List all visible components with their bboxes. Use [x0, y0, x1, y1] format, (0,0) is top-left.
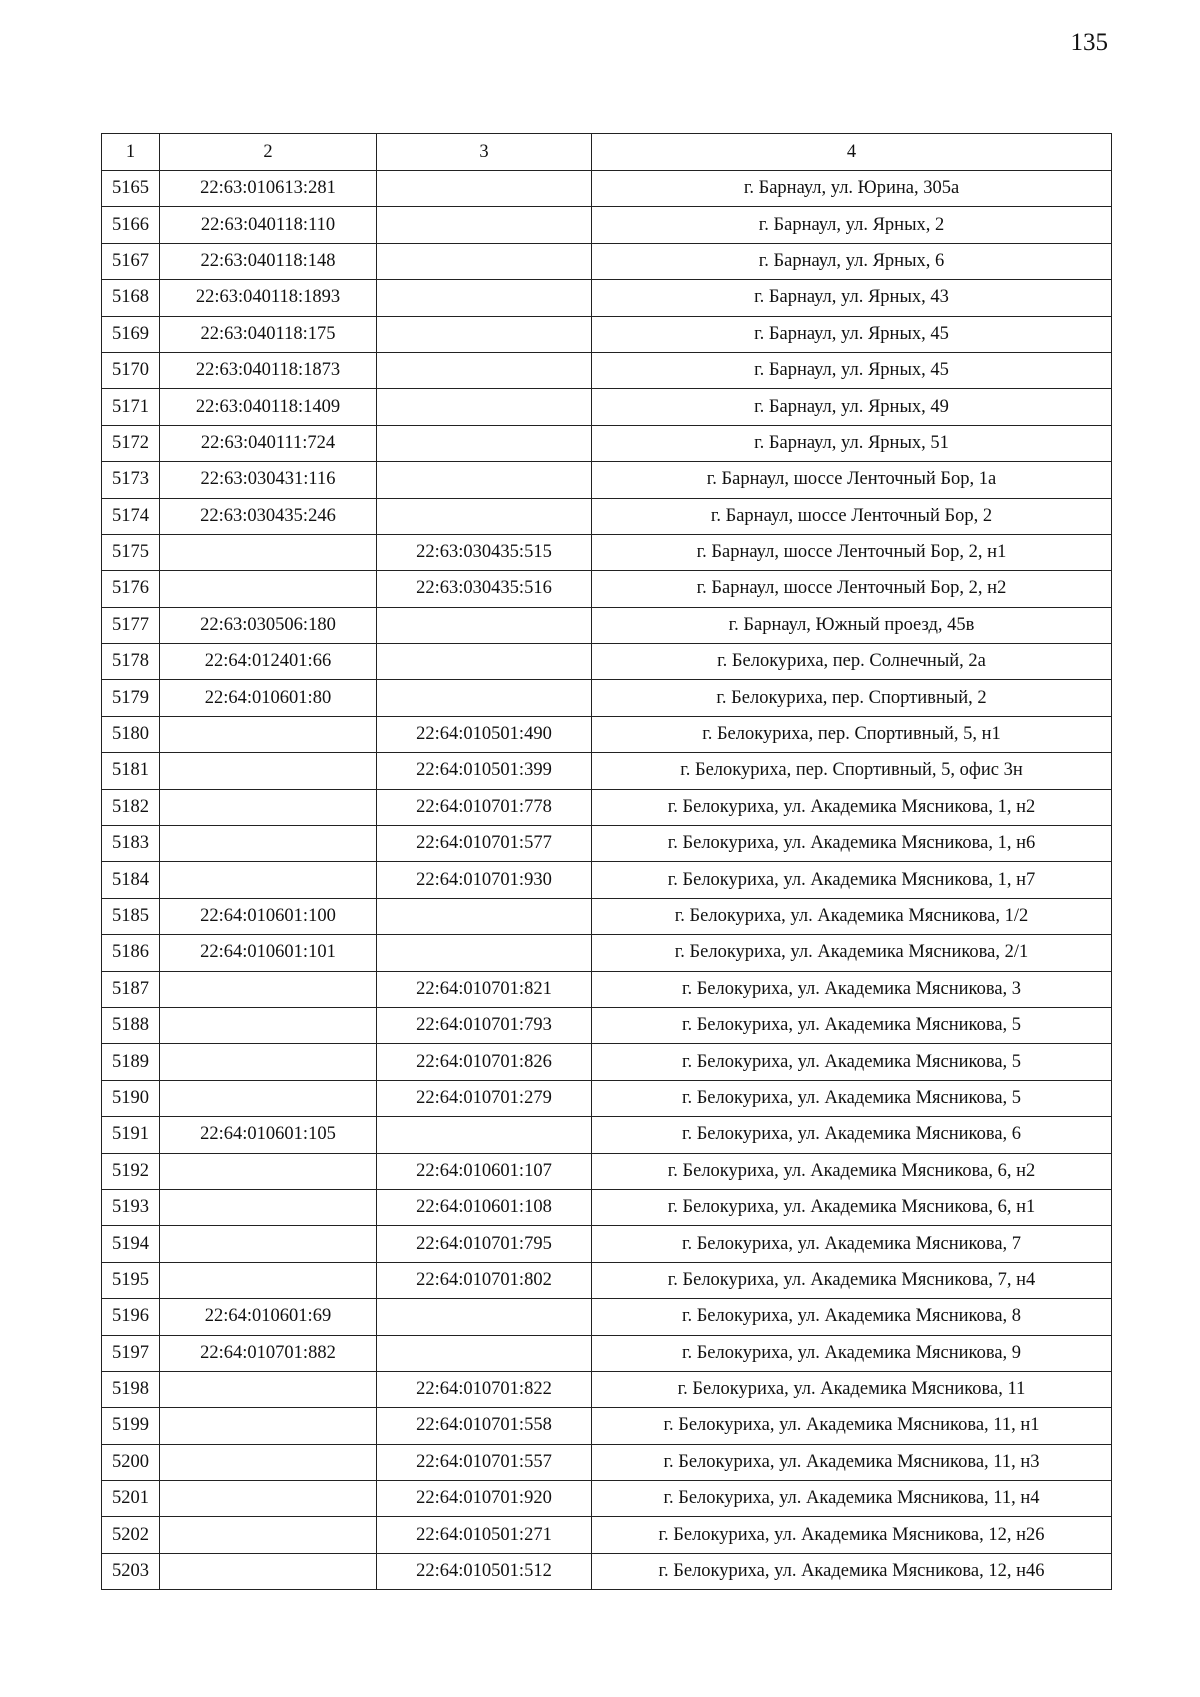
row-number-cell: 5171 [102, 389, 160, 425]
cadastral-building-cell [160, 571, 377, 607]
cadastral-premises-cell [377, 462, 592, 498]
row-number-cell: 5181 [102, 753, 160, 789]
table-row [102, 425, 1112, 461]
cadastral-premises-cell [377, 644, 592, 680]
table-row [102, 207, 1112, 243]
row-number-cell: 5192 [102, 1153, 160, 1189]
table-row [102, 607, 1112, 643]
address-cell: г. Белокуриха, ул. Академика Мясникова, 11, н4 [592, 1481, 1112, 1517]
address-cell: г. Белокуриха, ул. Академика Мясникова, 5 [592, 1044, 1112, 1080]
table-row [102, 971, 1112, 1007]
row-number-cell: 5191 [102, 1117, 160, 1153]
cadastral-building-cell [160, 1408, 377, 1444]
cadastral-premises-cell [377, 1117, 592, 1153]
row-number-cell: 5179 [102, 680, 160, 716]
address-cell: г. Белокуриха, ул. Академика Мясникова, 7 [592, 1226, 1112, 1262]
cadastral-building-cell: 22:64:010601:100 [160, 898, 377, 934]
cadastral-premises-cell: 22:64:010601:107 [377, 1153, 592, 1189]
cadastral-premises-cell: 22:64:010701:557 [377, 1444, 592, 1480]
table-row [102, 1262, 1112, 1298]
cadastral-premises-cell [377, 243, 592, 279]
header-row [102, 134, 1112, 171]
cadastral-premises-cell: 22:64:010701:802 [377, 1262, 592, 1298]
cadastral-building-cell [160, 753, 377, 789]
row-number-cell: 5170 [102, 352, 160, 388]
cadastral-building-cell [160, 1553, 377, 1589]
address-cell: г. Белокуриха, ул. Академика Мясникова, 11, н3 [592, 1444, 1112, 1480]
address-cell: г. Белокуриха, ул. Академика Мясникова, 2/1 [592, 935, 1112, 971]
cadastral-premises-cell: 22:64:010501:271 [377, 1517, 592, 1553]
address-cell: г. Белокуриха, пер. Спортивный, 5, н1 [592, 716, 1112, 752]
column-header-cadastral-premises: 3 [377, 134, 592, 171]
address-cell: г. Белокуриха, ул. Академика Мясникова, 9 [592, 1335, 1112, 1371]
table-row [102, 716, 1112, 752]
address-cell: г. Белокуриха, ул. Академика Мясникова, 3 [592, 971, 1112, 1007]
address-cell: г. Белокуриха, ул. Академика Мясникова, 1/2 [592, 898, 1112, 934]
row-number-cell: 5184 [102, 862, 160, 898]
cadastral-premises-cell: 22:64:010701:930 [377, 862, 592, 898]
row-number-cell: 5197 [102, 1335, 160, 1371]
table-row [102, 898, 1112, 934]
row-number-cell: 5177 [102, 607, 160, 643]
table-row [102, 789, 1112, 825]
page-number: 135 [1070, 29, 1108, 56]
table-row [102, 1080, 1112, 1116]
cadastral-premises-cell: 22:64:010701:795 [377, 1226, 592, 1262]
address-cell: г. Белокуриха, ул. Академика Мясникова, 5 [592, 1007, 1112, 1043]
row-number-cell: 5189 [102, 1044, 160, 1080]
cadastral-premises-cell [377, 1335, 592, 1371]
row-number-cell: 5198 [102, 1371, 160, 1407]
row-number-cell: 5169 [102, 316, 160, 352]
cadastral-building-cell: 22:63:030506:180 [160, 607, 377, 643]
cadastral-building-cell: 22:63:040118:1873 [160, 352, 377, 388]
address-cell: г. Барнаул, ул. Ярных, 45 [592, 352, 1112, 388]
table-row [102, 389, 1112, 425]
cadastral-premises-cell [377, 207, 592, 243]
row-number-cell: 5186 [102, 935, 160, 971]
table-row [102, 826, 1112, 862]
cadastral-premises-cell [377, 680, 592, 716]
row-number-cell: 5190 [102, 1080, 160, 1116]
cadastral-premises-cell [377, 425, 592, 461]
cadastral-premises-cell: 22:64:010701:279 [377, 1080, 592, 1116]
cadastral-premises-cell [377, 935, 592, 971]
cadastral-premises-cell [377, 352, 592, 388]
cadastral-premises-cell: 22:64:010501:512 [377, 1553, 592, 1589]
table-row [102, 644, 1112, 680]
address-cell: г. Белокуриха, ул. Академика Мясникова, 12, н26 [592, 1517, 1112, 1553]
row-number-cell: 5166 [102, 207, 160, 243]
cadastral-building-cell: 22:63:030431:116 [160, 462, 377, 498]
row-number-cell: 5174 [102, 498, 160, 534]
address-cell: г. Барнаул, Южный проезд, 45в [592, 607, 1112, 643]
cadastral-building-cell: 22:63:040118:1893 [160, 280, 377, 316]
table-row [102, 1044, 1112, 1080]
cadastral-building-cell [160, 534, 377, 570]
cadastral-premises-cell [377, 280, 592, 316]
row-number-cell: 5201 [102, 1481, 160, 1517]
table-row [102, 1117, 1112, 1153]
cadastral-building-cell [160, 862, 377, 898]
row-number-cell: 5180 [102, 716, 160, 752]
row-number-cell: 5165 [102, 171, 160, 207]
cadastral-building-cell [160, 1371, 377, 1407]
table-row [102, 316, 1112, 352]
table-row [102, 498, 1112, 534]
cadastral-premises-cell: 22:63:030435:516 [377, 571, 592, 607]
table-row [102, 862, 1112, 898]
cadastral-premises-cell: 22:64:010701:577 [377, 826, 592, 862]
cadastral-building-cell [160, 716, 377, 752]
cadastral-premises-cell: 22:64:010501:490 [377, 716, 592, 752]
row-number-cell: 5203 [102, 1553, 160, 1589]
address-cell: г. Белокуриха, ул. Академика Мясникова, 1, н7 [592, 862, 1112, 898]
cadastral-building-cell [160, 1007, 377, 1043]
cadastral-building-cell: 22:64:012401:66 [160, 644, 377, 680]
column-header-address: 4 [592, 134, 1112, 171]
cadastral-premises-cell: 22:64:010501:399 [377, 753, 592, 789]
address-cell: г. Белокуриха, пер. Спортивный, 2 [592, 680, 1112, 716]
cadastral-building-cell [160, 826, 377, 862]
address-cell: г. Барнаул, шоссе Ленточный Бор, 2, н1 [592, 534, 1112, 570]
row-number-cell: 5182 [102, 789, 160, 825]
address-cell: г. Белокуриха, ул. Академика Мясникова, 11, н1 [592, 1408, 1112, 1444]
cadastral-premises-cell: 22:64:010601:108 [377, 1189, 592, 1225]
cadastral-building-cell [160, 1226, 377, 1262]
address-cell: г. Барнаул, ул. Ярных, 45 [592, 316, 1112, 352]
table-row [102, 1335, 1112, 1371]
table-row [102, 1553, 1112, 1589]
cadastral-building-cell: 22:63:040118:175 [160, 316, 377, 352]
row-number-cell: 5199 [102, 1408, 160, 1444]
table-row [102, 1226, 1112, 1262]
cadastral-building-cell: 22:64:010701:882 [160, 1335, 377, 1371]
address-cell: г. Белокуриха, ул. Академика Мясникова, 1, н6 [592, 826, 1112, 862]
cadastral-building-cell [160, 1044, 377, 1080]
cadastral-premises-cell: 22:64:010701:778 [377, 789, 592, 825]
address-cell: г. Барнаул, ул. Ярных, 51 [592, 425, 1112, 461]
address-cell: г. Белокуриха, ул. Академика Мясникова, 7, н4 [592, 1262, 1112, 1298]
cadastral-premises-cell [377, 1299, 592, 1335]
table-row [102, 680, 1112, 716]
address-cell: г. Барнаул, ул. Ярных, 43 [592, 280, 1112, 316]
address-cell: г. Барнаул, ул. Ярных, 2 [592, 207, 1112, 243]
cadastral-premises-cell [377, 898, 592, 934]
row-number-cell: 5200 [102, 1444, 160, 1480]
cadastral-building-cell: 22:64:010601:69 [160, 1299, 377, 1335]
cadastral-building-cell: 22:63:040118:110 [160, 207, 377, 243]
table-row [102, 571, 1112, 607]
row-number-cell: 5168 [102, 280, 160, 316]
address-cell: г. Белокуриха, ул. Академика Мясникова, 12, н46 [592, 1553, 1112, 1589]
cadastral-building-cell [160, 1153, 377, 1189]
table-row [102, 1007, 1112, 1043]
table-row [102, 352, 1112, 388]
cadastral-building-cell [160, 789, 377, 825]
cadastral-building-cell [160, 1080, 377, 1116]
address-cell: г. Барнаул, шоссе Ленточный Бор, 2 [592, 498, 1112, 534]
address-cell: г. Белокуриха, ул. Академика Мясникова, 8 [592, 1299, 1112, 1335]
address-cell: г. Белокуриха, ул. Академика Мясникова, 6 [592, 1117, 1112, 1153]
cadastral-building-cell [160, 1189, 377, 1225]
row-number-cell: 5183 [102, 826, 160, 862]
address-cell: г. Белокуриха, ул. Академика Мясникова, 5 [592, 1080, 1112, 1116]
table-row [102, 1371, 1112, 1407]
cadastral-building-cell: 22:63:010613:281 [160, 171, 377, 207]
cadastral-premises-cell [377, 498, 592, 534]
cadastral-building-cell [160, 1444, 377, 1480]
table-row [102, 1189, 1112, 1225]
cadastral-premises-cell: 22:64:010701:558 [377, 1408, 592, 1444]
column-header-cadastral-building: 2 [160, 134, 377, 171]
cadastral-premises-cell [377, 607, 592, 643]
cadastral-premises-cell: 22:64:010701:826 [377, 1044, 592, 1080]
row-number-cell: 5202 [102, 1517, 160, 1553]
table-row [102, 1153, 1112, 1189]
table-row [102, 935, 1112, 971]
address-cell: г. Барнаул, ул. Юрина, 305а [592, 171, 1112, 207]
table-row [102, 534, 1112, 570]
row-number-cell: 5195 [102, 1262, 160, 1298]
cadastral-building-cell [160, 971, 377, 1007]
table-row [102, 462, 1112, 498]
column-header-number: 1 [102, 134, 160, 171]
table-row [102, 280, 1112, 316]
cadastral-building-cell: 22:63:040118:1409 [160, 389, 377, 425]
row-number-cell: 5173 [102, 462, 160, 498]
registry-table [101, 133, 1112, 1590]
address-cell: г. Белокуриха, ул. Академика Мясникова, 6, н1 [592, 1189, 1112, 1225]
table-row [102, 1481, 1112, 1517]
table-row [102, 1299, 1112, 1335]
address-cell: г. Белокуриха, пер. Спортивный, 5, офис 3н [592, 753, 1112, 789]
table-row [102, 243, 1112, 279]
cadastral-building-cell: 22:63:040111:724 [160, 425, 377, 461]
table-row [102, 1444, 1112, 1480]
row-number-cell: 5196 [102, 1299, 160, 1335]
cadastral-building-cell: 22:63:040118:148 [160, 243, 377, 279]
row-number-cell: 5175 [102, 534, 160, 570]
table-row [102, 171, 1112, 207]
address-cell: г. Барнаул, ул. Ярных, 49 [592, 389, 1112, 425]
row-number-cell: 5188 [102, 1007, 160, 1043]
row-number-cell: 5176 [102, 571, 160, 607]
table-row [102, 1517, 1112, 1553]
row-number-cell: 5185 [102, 898, 160, 934]
row-number-cell: 5167 [102, 243, 160, 279]
address-cell: г. Белокуриха, ул. Академика Мясникова, 1, н2 [592, 789, 1112, 825]
table-body [102, 171, 1112, 1590]
address-cell: г. Белокуриха, ул. Академика Мясникова, 6, н2 [592, 1153, 1112, 1189]
row-number-cell: 5194 [102, 1226, 160, 1262]
row-number-cell: 5172 [102, 425, 160, 461]
address-cell: г. Барнаул, шоссе Ленточный Бор, 1а [592, 462, 1112, 498]
table-row [102, 1408, 1112, 1444]
row-number-cell: 5178 [102, 644, 160, 680]
cadastral-building-cell: 22:64:010601:105 [160, 1117, 377, 1153]
cadastral-premises-cell: 22:64:010701:793 [377, 1007, 592, 1043]
address-cell: г. Барнаул, шоссе Ленточный Бор, 2, н2 [592, 571, 1112, 607]
cadastral-premises-cell: 22:64:010701:920 [377, 1481, 592, 1517]
cadastral-building-cell: 22:63:030435:246 [160, 498, 377, 534]
address-cell: г. Белокуриха, пер. Солнечный, 2а [592, 644, 1112, 680]
cadastral-building-cell: 22:64:010601:101 [160, 935, 377, 971]
cadastral-building-cell [160, 1481, 377, 1517]
cadastral-building-cell [160, 1262, 377, 1298]
cadastral-premises-cell [377, 171, 592, 207]
cadastral-building-cell [160, 1517, 377, 1553]
cadastral-premises-cell [377, 389, 592, 425]
cadastral-premises-cell: 22:63:030435:515 [377, 534, 592, 570]
cadastral-premises-cell: 22:64:010701:822 [377, 1371, 592, 1407]
cadastral-building-cell: 22:64:010601:80 [160, 680, 377, 716]
row-number-cell: 5193 [102, 1189, 160, 1225]
address-cell: г. Белокуриха, ул. Академика Мясникова, 11 [592, 1371, 1112, 1407]
table-row [102, 753, 1112, 789]
address-cell: г. Барнаул, ул. Ярных, 6 [592, 243, 1112, 279]
cadastral-premises-cell [377, 316, 592, 352]
cadastral-premises-cell: 22:64:010701:821 [377, 971, 592, 1007]
row-number-cell: 5187 [102, 971, 160, 1007]
